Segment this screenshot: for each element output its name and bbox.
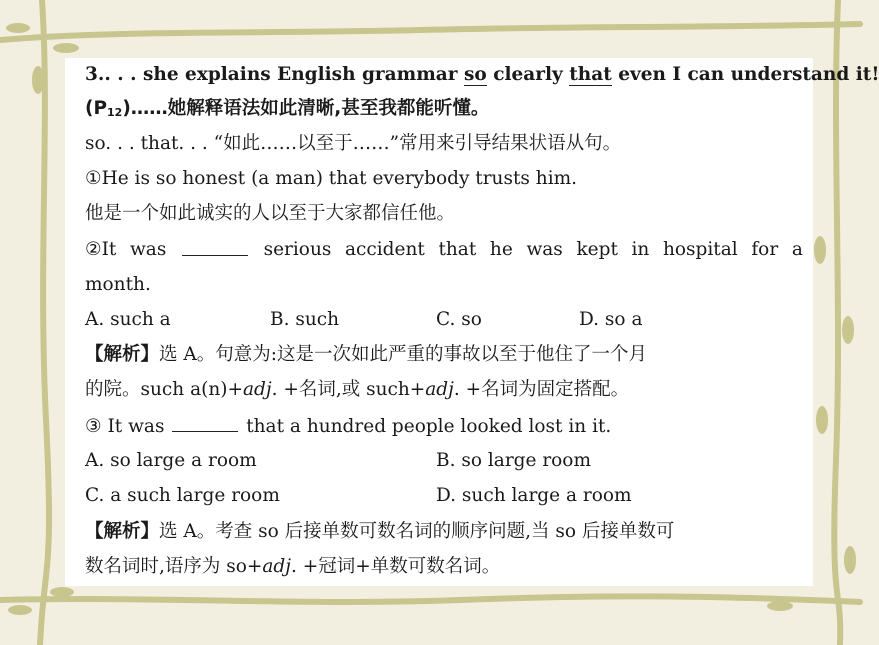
question-text-pre: . . . she explains English grammar: [104, 64, 464, 85]
example-2-word: for: [751, 239, 779, 260]
question-translation: ……她解释语法如此清晰,甚至我都能听懂。: [130, 98, 490, 119]
analysis-text-a: 数名词时,语序为 so+: [85, 556, 263, 577]
option-c: C. a such large room: [85, 485, 280, 506]
content-panel: [65, 58, 879, 586]
question-number: 3.: [85, 64, 105, 85]
question-3-title: [85, 62, 879, 88]
example-3-analysis-line-2: [85, 554, 803, 580]
example-3-options-row-2: [85, 483, 803, 509]
keyword-that: that: [569, 64, 612, 85]
keyword-so: so: [463, 64, 487, 85]
example-2-word: a: [791, 239, 803, 260]
analysis-text-a: 的院。such a(n)+: [85, 379, 243, 400]
analysis-tag: 【解析】: [85, 344, 160, 365]
question-text-mid: clearly: [486, 64, 570, 85]
example-2-continuation: month.: [85, 274, 151, 295]
example-2-options: [85, 307, 803, 333]
question-text-post: even I can understand it: [611, 64, 872, 85]
option-b: B. such: [270, 309, 340, 330]
analysis-text: 选 A。句意为:这是一次如此严重的事故以至于他住了一个月: [159, 344, 647, 365]
example-3-post: that a hundred people looked lost in it.: [240, 416, 612, 437]
adj-term: adj: [262, 556, 292, 577]
example-2-analysis-line-1: [85, 342, 803, 368]
analysis-text-b: . +冠词+单数可数名词。: [291, 556, 501, 577]
example-2-word: hospital: [663, 239, 738, 260]
example-3-question: [85, 413, 803, 440]
page-ref-open: (P: [85, 98, 108, 119]
example-3-options-row-1: [85, 448, 803, 474]
example-2-word: ②It: [85, 239, 117, 260]
example-1-english: ①He is so honest (a man) that everybody trusts him.: [85, 168, 578, 189]
example-2-question: [85, 237, 803, 263]
page-reference-line: [85, 96, 803, 126]
answer-blank: [172, 413, 238, 432]
example-2-word: he: [489, 239, 513, 260]
grammar-explanation: so. . . that. . . “如此……以至于……”常用来引导结果状语从句。: [85, 133, 622, 154]
example-2-analysis-line-2: [85, 377, 803, 403]
option-a: A. such a: [85, 309, 171, 330]
analysis-tag: 【解析】: [85, 521, 160, 542]
example-2-word: in: [631, 239, 650, 260]
option-c: C. so: [436, 309, 482, 330]
adj-term: adj: [242, 379, 272, 400]
page-ref-number: 12: [107, 106, 123, 119]
example-3-analysis-line-1: [85, 519, 803, 545]
example-2-word: serious: [263, 239, 332, 260]
example-2-word: kept: [576, 239, 618, 260]
example-2-word: that: [438, 239, 477, 260]
adj-term: adj: [425, 379, 454, 400]
analysis-text-b: . +名词,或 such+: [271, 379, 426, 400]
example-3-pre: ③ It was: [85, 416, 171, 437]
analysis-text-c: . +名词为固定搭配。: [453, 379, 630, 400]
page-ref-close: ): [122, 98, 131, 119]
example-2-word: accident: [345, 239, 425, 260]
example-2-word: was: [526, 239, 563, 260]
option-a: A. so large a room: [85, 450, 257, 471]
exclamation-mark: !: [871, 64, 879, 85]
answer-blank: [182, 237, 248, 256]
example-2-word: was: [129, 239, 167, 260]
option-b: B. so large room: [436, 450, 591, 471]
example-1-chinese: 他是一个如此诚实的人以至于大家都信任他。: [85, 203, 456, 224]
option-d: D. such large a room: [436, 485, 632, 506]
analysis-text: 选 A。考查 so 后接单数可数名词的顺序问题,当 so 后接单数可: [159, 521, 675, 542]
option-d: D. so a: [579, 309, 643, 330]
